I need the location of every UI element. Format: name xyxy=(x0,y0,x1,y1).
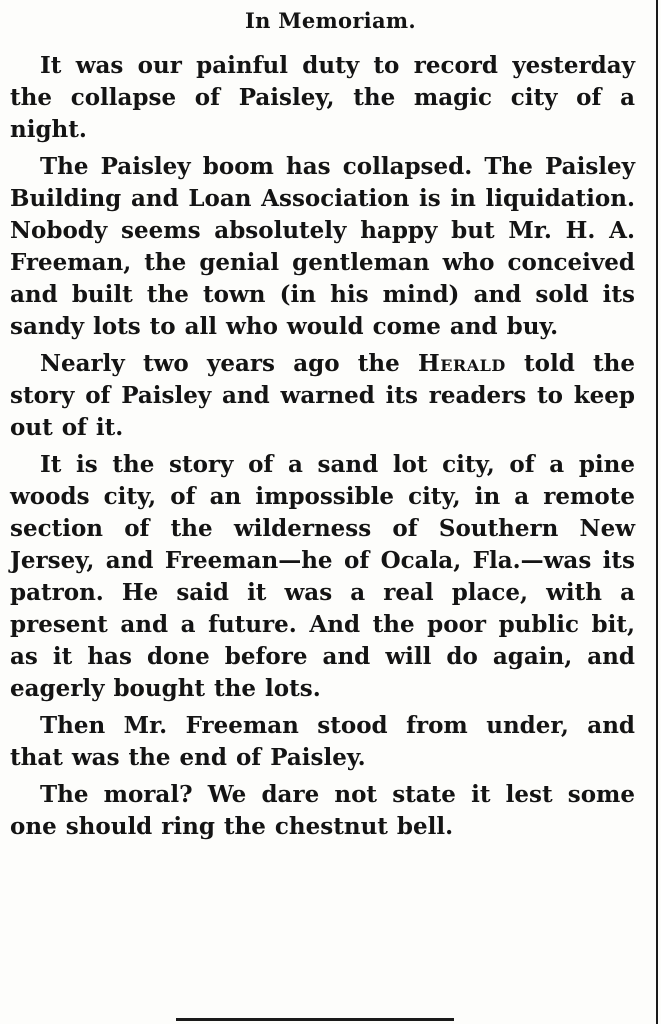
paragraph-3-lead: Nearly two years ago the xyxy=(40,350,418,377)
article-body xyxy=(10,50,635,848)
paragraph-3-rest: told the story of Paisley and warned its readers to keep out of it. xyxy=(10,350,635,441)
paragraph-3 xyxy=(10,348,635,444)
closing-rule xyxy=(176,1018,454,1021)
paragraph-1: It was our painful duty to record yesterday the collapse of Paisley, the magic city of a night. xyxy=(10,52,635,143)
newspaper-name: Herald xyxy=(418,350,506,377)
headline: In Memoriam. xyxy=(244,8,416,33)
paragraph-2: The Paisley boom has collapsed. The Paisley Building and Loan Association is in liquidation. Nobody seems absolutely happy but Mr. H. A. Freeman, the genial gentleman who conceived and built the town (in his mind) and sold its sandy lots to all who would come and buy. xyxy=(10,153,635,340)
paragraph-6: The moral? We dare not state it lest some one should ring the chestnut bell. xyxy=(10,781,635,840)
column-rule xyxy=(656,0,658,1024)
paragraph-4: It is the story of a sand lot city, of a pine woods city, of an impossible city, in a remote section of the wilderness of Southern New Jersey, and Freeman—he of Ocala, Fla.—was its patron. He said it was a real place, with a present and a future. And the poor public bit, as it has done before and will do again, and eagerly bought the lots. xyxy=(10,451,635,702)
paragraph-5: Then Mr. Freeman stood from under, and that was the end of Paisley. xyxy=(10,712,635,771)
